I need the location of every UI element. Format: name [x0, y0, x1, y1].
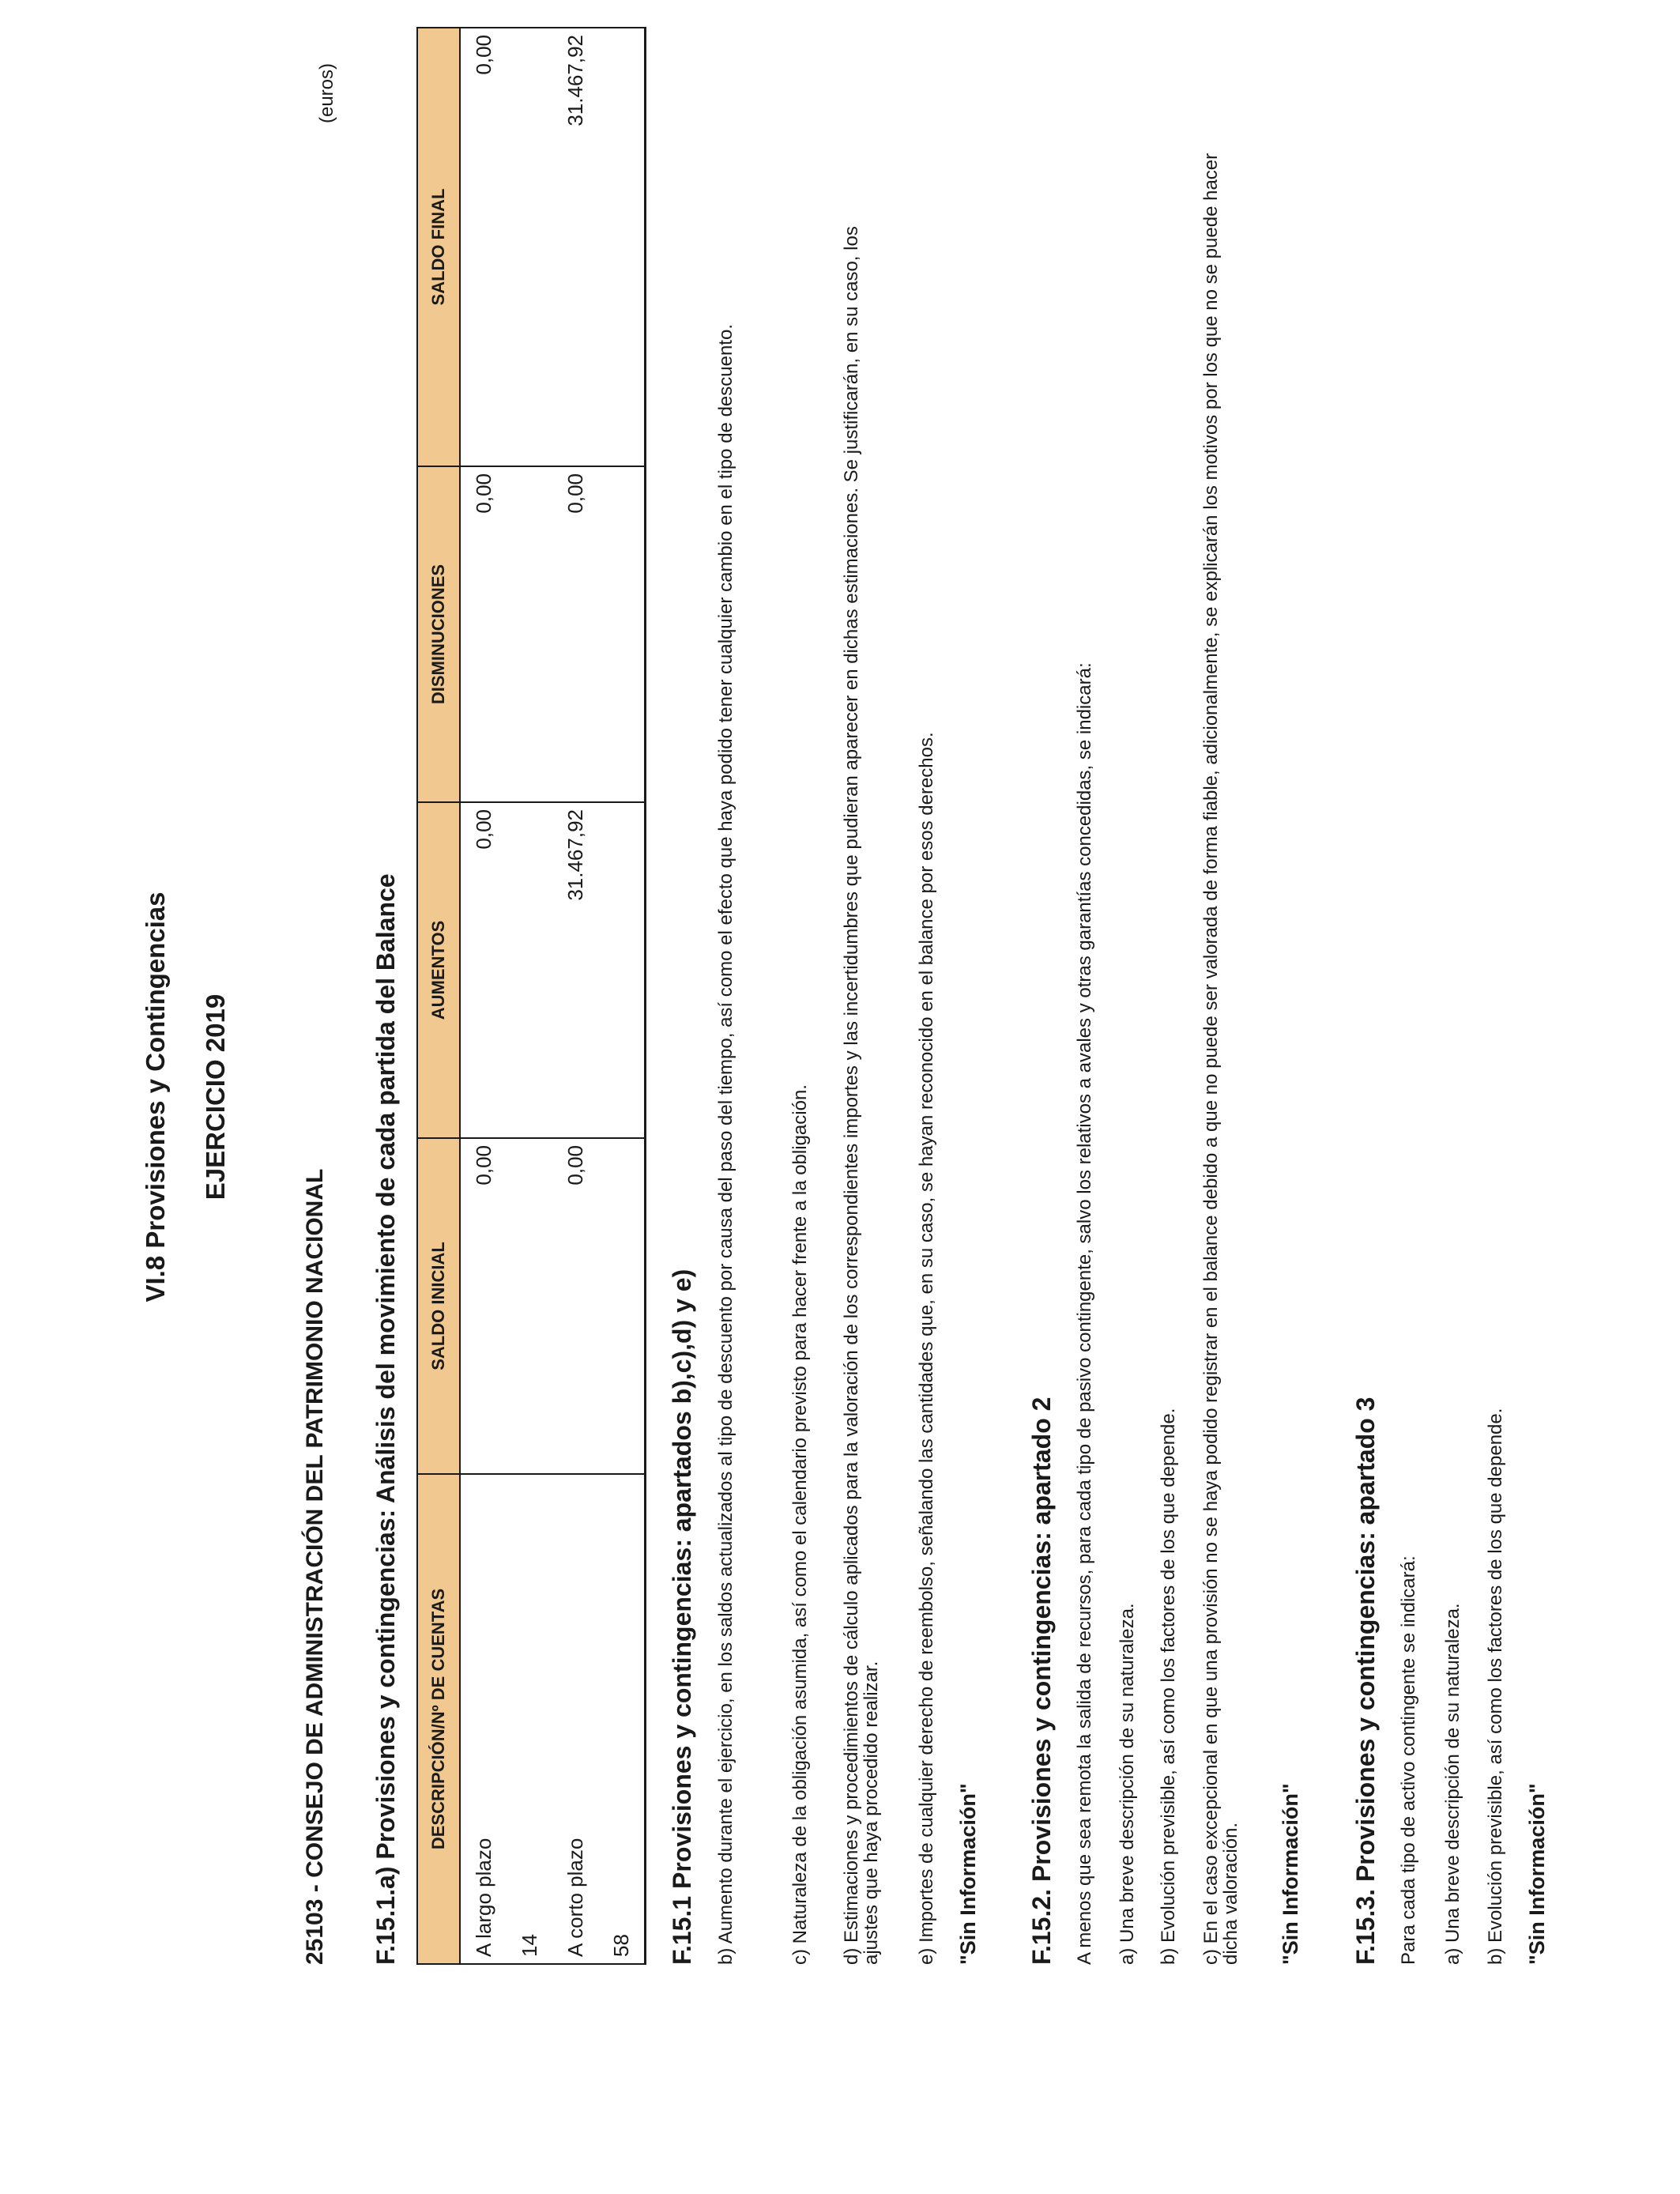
table-row	[598, 28, 646, 1964]
row-description: A corto plazo	[552, 1474, 598, 1964]
saldo-inicial-cell	[507, 1138, 552, 1474]
f151-item-c: c) Naturaleza de la obligación asumida, así como el calendario previsto para hacer frente a la obligación.	[789, 1084, 811, 1965]
saldo-final-cell	[507, 28, 552, 466]
section-title: VI.8 Provisiones y Contingencias	[141, 892, 170, 1302]
table-row	[460, 28, 507, 1964]
disminuciones-cell: 0,00	[552, 466, 598, 802]
aumentos-cell	[507, 802, 552, 1138]
f152-no-info: "Sin Información"	[1279, 1783, 1302, 1965]
f151a-heading: F.15.1.a) Provisiones y contingencias: Análisis del movimiento de cada partida del Balance	[371, 873, 400, 1965]
row-description: A largo plazo	[460, 1474, 507, 1964]
table-row	[507, 28, 552, 1964]
column-header: AUMENTOS	[417, 802, 460, 1138]
disminuciones-cell	[507, 466, 552, 802]
aumentos-cell: 31.467,92	[552, 802, 598, 1138]
currency-note: (euros)	[316, 62, 337, 123]
entity-title: 25103 - CONSEJO DE ADMINISTRACIÓN DEL PATRIMONIO NACIONAL	[302, 1168, 328, 1965]
f153-intro: Para cada tipo de activo contingente se indicará:	[1398, 1555, 1419, 1965]
f151-heading: F.15.1 Provisiones y contingencias: apartados b),c),d) y e)	[668, 1269, 696, 1965]
column-header: DISMINUCIONES	[417, 466, 460, 802]
saldo-final-cell: 31.467,92	[552, 28, 598, 466]
f152-heading: F.15.2. Provisiones y contingencias: apartado 2	[1027, 1397, 1056, 1965]
row-description: 58	[598, 1474, 646, 1964]
column-header: DESCRIPCIÓN/Nº DE CUENTAS	[417, 1474, 460, 1964]
f152-item-c: c) En el caso excepcional en que una provisión no se haya podido registrar en el balance debido a que no puede ser valorada de forma fiable, adicionalmente, se explicarán los motivos por los que no se puede hacer dicha valoración.	[1200, 153, 1241, 1965]
f151-item-e: e) Importes de cualquier derecho de reembolso, señalando las cantidades que, en su caso, se hayan reconocido en el balance por esos derechos.	[916, 732, 937, 1965]
disminuciones-cell	[598, 466, 646, 802]
f152-item-b: b) Evolución previsible, así como los factores de los que depende.	[1158, 1408, 1179, 1965]
aumentos-cell: 0,00	[460, 802, 507, 1138]
table-header-row	[417, 28, 460, 1964]
f152-intro: A menos que sea remota la salida de recursos, para cada tipo de pasivo contingente, salvo los relativos a avales y otras garantías concedidas, se indicará:	[1074, 662, 1095, 1965]
saldo-inicial-cell: 0,00	[552, 1138, 598, 1474]
f152-item-a: a) Una breve descripción de su naturaleza.	[1117, 1603, 1138, 1965]
table-row	[552, 28, 598, 1964]
saldo-final-cell	[598, 28, 646, 466]
f151-item-d: d) Estimaciones y procedimientos de cálculo aplicados para la valoración de los correspondientes importes y las incertidumbres que pudieran aparecer en dichas estimaciones. Se justificarán, en su caso, los ajustes que haya procedido realizar.	[841, 226, 882, 1965]
f153-no-info: "Sin Información"	[1525, 1783, 1549, 1965]
f153-item-a: a) Una breve descripción de su naturaleza.	[1442, 1603, 1463, 1965]
disminuciones-cell: 0,00	[460, 466, 507, 802]
exercise-title: EJERCICIO 2019	[201, 993, 230, 1201]
saldo-final-cell: 0,00	[460, 28, 507, 466]
saldo-inicial-cell	[598, 1138, 646, 1474]
f151-item-b: b) Aumento durante el ejercicio, en los saldos actualizados al tipo de descuento por causa del paso del tiempo, así como el efecto que haya podido tener cualquier cambio en el tipo de descuento.	[715, 324, 736, 1965]
f153-item-b: b) Evolución previsible, así como los factores de los que depende.	[1485, 1408, 1506, 1965]
saldo-inicial-cell: 0,00	[460, 1138, 507, 1474]
movement-table	[416, 27, 646, 1965]
f153-heading: F.15.3. Provisiones y contingencias: apartado 3	[1351, 1397, 1380, 1965]
column-header: SALDO INICIAL	[417, 1138, 460, 1474]
row-description: 14	[507, 1474, 552, 1964]
column-header: SALDO FINAL	[417, 28, 460, 466]
f151-no-info: "Sin Información"	[956, 1783, 980, 1965]
aumentos-cell	[598, 802, 646, 1138]
